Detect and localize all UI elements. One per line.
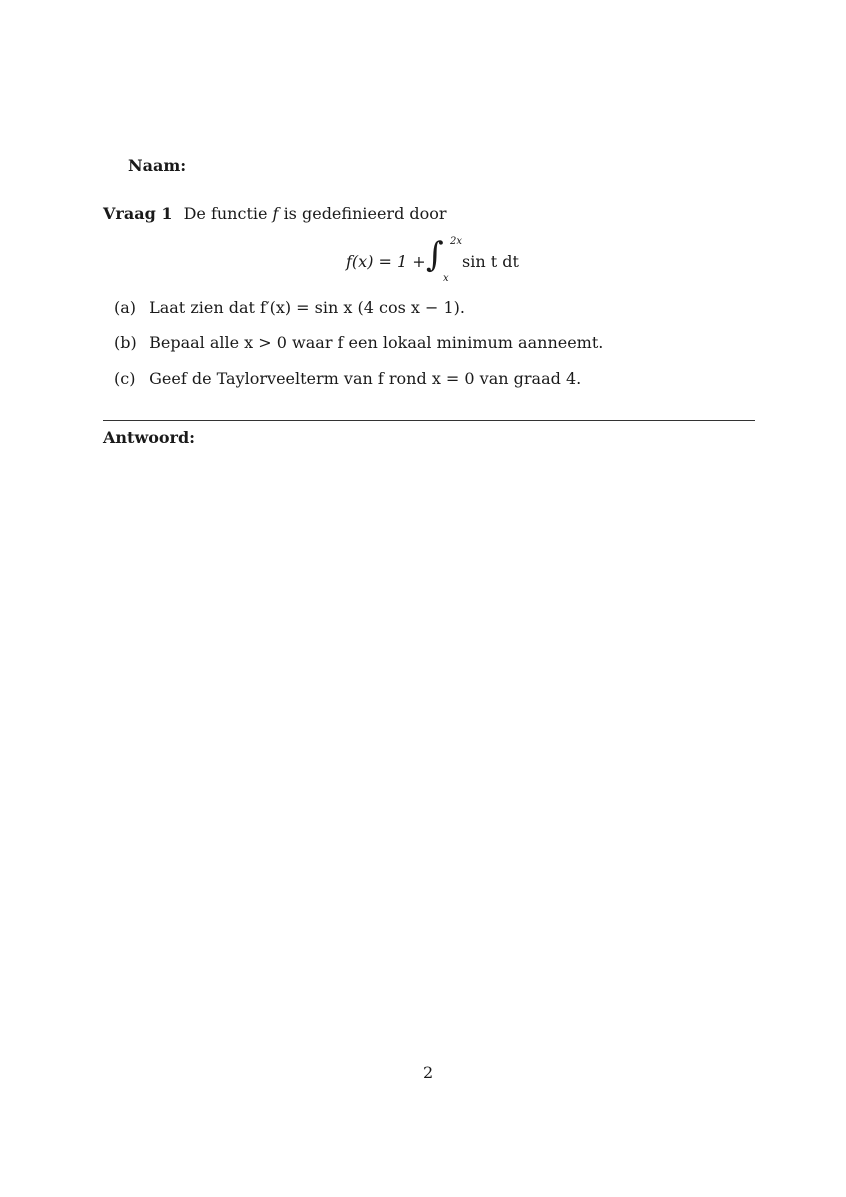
integral-symbol: ∫ <box>426 235 444 275</box>
question-intro-after: is gedefinieerd door <box>283 204 447 223</box>
function-definition-formula <box>346 236 546 288</box>
question-statement <box>103 204 447 223</box>
part-c <box>114 369 581 388</box>
integral-lower-limit: x <box>443 273 449 284</box>
integrand: sin t dt <box>462 252 519 271</box>
part-b-text: Bepaal alle x > 0 waar f een lokaal minimum aanneemt. <box>149 333 604 352</box>
part-c-label: (c) <box>114 369 136 388</box>
part-a-label: (a) <box>114 298 137 317</box>
question-label: Vraag 1 <box>103 204 173 223</box>
integral-upper-limit: 2x <box>450 236 463 247</box>
question-intro-before: De functie <box>183 204 268 223</box>
part-b <box>114 333 603 352</box>
part-a-text: Laat zien dat f′(x) = sin x (4 cos x − 1). <box>149 298 465 317</box>
function-symbol: f <box>272 204 279 223</box>
part-a <box>114 298 465 317</box>
part-b-label: (b) <box>114 333 137 352</box>
part-c-text: Geef de Taylorveelterm van f rond x = 0 van graad 4. <box>149 369 582 388</box>
page-number: 2 <box>423 1063 434 1082</box>
name-label: Naam: <box>128 156 187 175</box>
answer-label: Antwoord: <box>103 428 196 447</box>
formula-lhs: f(x) = 1 + <box>346 252 426 271</box>
horizontal-divider <box>103 420 755 421</box>
